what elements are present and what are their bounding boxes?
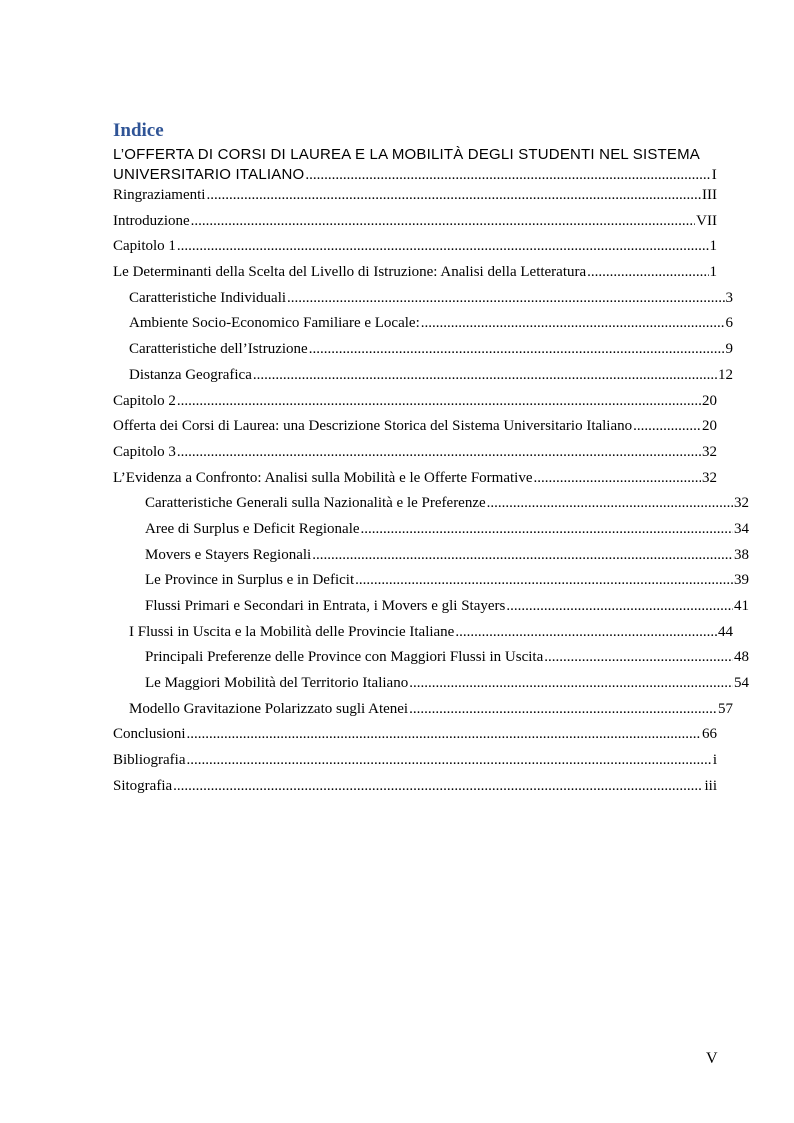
toc-page-number: 6	[725, 315, 733, 332]
leader-dots	[309, 340, 725, 359]
toc-entry[interactable]	[113, 494, 749, 513]
toc-entry-label: Bibliografia	[113, 752, 186, 769]
leader-dots	[544, 648, 733, 667]
toc-page-number: 39	[734, 572, 749, 589]
toc-row	[113, 462, 717, 488]
toc-page-number: 20	[702, 418, 717, 435]
toc-row	[113, 513, 749, 539]
toc-entry-label: Principali Preferenze delle Province con Maggiori Flussi in Uscita	[145, 649, 544, 666]
toc-page-number: 12	[718, 366, 733, 383]
toc-row	[113, 539, 749, 565]
leader-dots	[177, 237, 709, 256]
toc-entry-label: Capitolo 3	[113, 443, 176, 460]
toc-page-number: 32	[702, 469, 717, 486]
toc-entry-label: L’Evidenza a Confronto: Analisi sulla Mobilità e le Offerte Formative	[113, 469, 533, 486]
toc-row	[113, 642, 749, 668]
toc-row	[113, 616, 733, 642]
toc-row	[113, 590, 749, 616]
leader-dots	[187, 725, 701, 744]
toc-entry[interactable]	[113, 700, 733, 719]
toc-entry[interactable]	[113, 289, 733, 308]
toc-entry[interactable]	[113, 443, 717, 462]
toc-page-number: 20	[702, 392, 717, 409]
toc-entry-label: Distanza Geografica	[129, 366, 252, 383]
toc-row	[113, 256, 717, 282]
toc-entry[interactable]	[113, 469, 717, 488]
toc-entry-label: I Flussi in Uscita e la Mobilità delle Provincie Italiane	[129, 623, 455, 640]
toc-page-number: I	[711, 167, 717, 183]
toc-entry[interactable]	[113, 777, 717, 796]
toc-entry-label: Sitografia	[113, 777, 173, 794]
toc-page-number: VII	[696, 212, 717, 229]
leader-dots	[206, 186, 701, 205]
toc-entry[interactable]	[113, 237, 717, 256]
leader-dots	[177, 443, 701, 462]
toc-entry[interactable]	[113, 212, 717, 231]
toc-entry[interactable]	[113, 263, 717, 282]
main-title-line1: L’OFFERTA DI CORSI DI LAUREA E LA MOBILITÀ DEGLI STUDENTI NEL SISTEMA	[113, 146, 700, 163]
toc-page-number: 48	[734, 649, 749, 666]
leader-dots	[421, 314, 725, 333]
toc-page-number: 54	[734, 675, 749, 692]
toc-row	[113, 667, 749, 693]
toc-entry-label: Le Province in Surplus e in Deficit	[145, 572, 355, 589]
toc-row	[113, 282, 733, 308]
leader-dots	[253, 366, 717, 385]
toc-row	[113, 308, 733, 334]
toc-entry[interactable]	[113, 546, 749, 565]
toc-entry-label: Offerta dei Corsi di Laurea: una Descrizione Storica del Sistema Universitario Italiano	[113, 418, 633, 435]
leader-dots	[305, 166, 710, 185]
toc-page-number: 44	[718, 623, 733, 640]
toc-entry[interactable]	[113, 571, 749, 590]
toc-row	[113, 565, 749, 591]
toc-entry-label: Le Maggiori Mobilità del Territorio Italiano	[145, 675, 409, 692]
leader-dots	[409, 700, 717, 719]
leader-dots	[587, 263, 708, 282]
toc-row	[113, 205, 717, 231]
toc-row	[113, 333, 733, 359]
leader-dots	[177, 392, 701, 411]
toc-entry[interactable]	[113, 674, 749, 693]
leader-dots	[506, 597, 733, 616]
main-title-line2-entry	[113, 165, 717, 185]
toc-entry[interactable]	[113, 366, 733, 385]
toc-entry[interactable]	[113, 417, 717, 436]
toc-heading: Indice	[113, 120, 164, 141]
toc-row	[113, 385, 717, 411]
leader-dots	[455, 623, 717, 642]
toc-row	[113, 411, 717, 437]
leader-dots	[409, 674, 733, 693]
toc-entries	[113, 185, 749, 796]
toc-entry-label: Ambiente Socio-Economico Familiare e Locale:	[129, 315, 420, 332]
toc-entry-label: Flussi Primari e Secondari in Entrata, i Movers e gli Stayers	[145, 598, 506, 614]
leader-dots	[361, 520, 733, 539]
toc-row	[113, 359, 733, 385]
toc-entry[interactable]	[113, 725, 717, 744]
toc-entry[interactable]	[113, 623, 733, 642]
leader-dots	[312, 546, 733, 565]
toc-row	[113, 488, 749, 514]
toc-entry[interactable]	[113, 186, 717, 205]
toc-entry-label: Aree di Surplus e Deficit Regionale	[145, 520, 360, 537]
toc-page-number: 3	[725, 289, 733, 306]
toc-entry-label: Caratteristiche Individuali	[129, 289, 287, 306]
toc-entry-label: Caratteristiche Generali sulla Nazionalità e le Preferenze	[145, 495, 486, 512]
toc-row	[113, 770, 717, 796]
toc-page-number: 1	[709, 264, 717, 281]
toc-page-number: 9	[725, 341, 733, 358]
toc-row	[113, 231, 717, 257]
toc-page-number: 57	[718, 700, 733, 717]
leader-dots	[355, 571, 733, 590]
toc-page-number: 66	[702, 726, 717, 743]
toc-page-number: 32	[702, 443, 717, 460]
toc-entry-label: Ringraziamenti	[113, 187, 206, 203]
toc-entry[interactable]	[113, 520, 749, 539]
toc-entry-label: Conclusioni	[113, 726, 186, 743]
toc-entry-label: Le Determinanti della Scelta del Livello di Istruzione: Analisi della Letteratura	[113, 264, 587, 281]
leader-dots	[534, 469, 702, 488]
toc-row	[113, 693, 733, 719]
leader-dots	[633, 417, 701, 436]
toc-page-number: 41	[734, 598, 749, 614]
leader-dots	[186, 751, 711, 770]
toc-page-number: 32	[734, 495, 749, 512]
leader-dots	[287, 289, 724, 308]
toc-entry-label: Caratteristiche dell’Istruzione	[129, 341, 308, 358]
toc-entry-label: Capitolo 2	[113, 392, 176, 409]
toc-entry[interactable]	[113, 314, 733, 333]
toc-page-number: 38	[734, 546, 749, 563]
toc-main-title[interactable]	[113, 145, 717, 185]
toc-entry[interactable]	[113, 597, 749, 616]
toc-entry-label: Modello Gravitazione Polarizzato sugli Atenei	[129, 700, 409, 717]
toc-page-number: i	[712, 752, 717, 769]
toc-entry-label: Introduzione	[113, 212, 190, 229]
toc-entry-label: Movers e Stayers Regionali	[145, 546, 312, 563]
toc-page-number: III	[702, 187, 717, 203]
toc-page-number: 1	[709, 238, 717, 255]
toc-entry[interactable]	[113, 340, 733, 359]
leader-dots	[487, 494, 733, 513]
toc-page-number: 34	[734, 520, 749, 537]
leader-dots	[191, 212, 696, 231]
toc-row	[113, 436, 717, 462]
toc-row	[113, 744, 717, 770]
toc-entry[interactable]	[113, 392, 717, 411]
main-title-line2: UNIVERSITARIO ITALIANO	[113, 166, 305, 183]
toc-entry[interactable]	[113, 648, 749, 667]
toc-entry-label: Capitolo 1	[113, 238, 176, 255]
toc-entry[interactable]	[113, 751, 717, 770]
toc-row	[113, 719, 717, 745]
page-number: V	[706, 1050, 718, 1067]
leader-dots	[173, 777, 703, 796]
toc-row	[113, 185, 717, 205]
toc-page-number: iii	[704, 777, 717, 794]
table-of-contents	[113, 118, 749, 796]
